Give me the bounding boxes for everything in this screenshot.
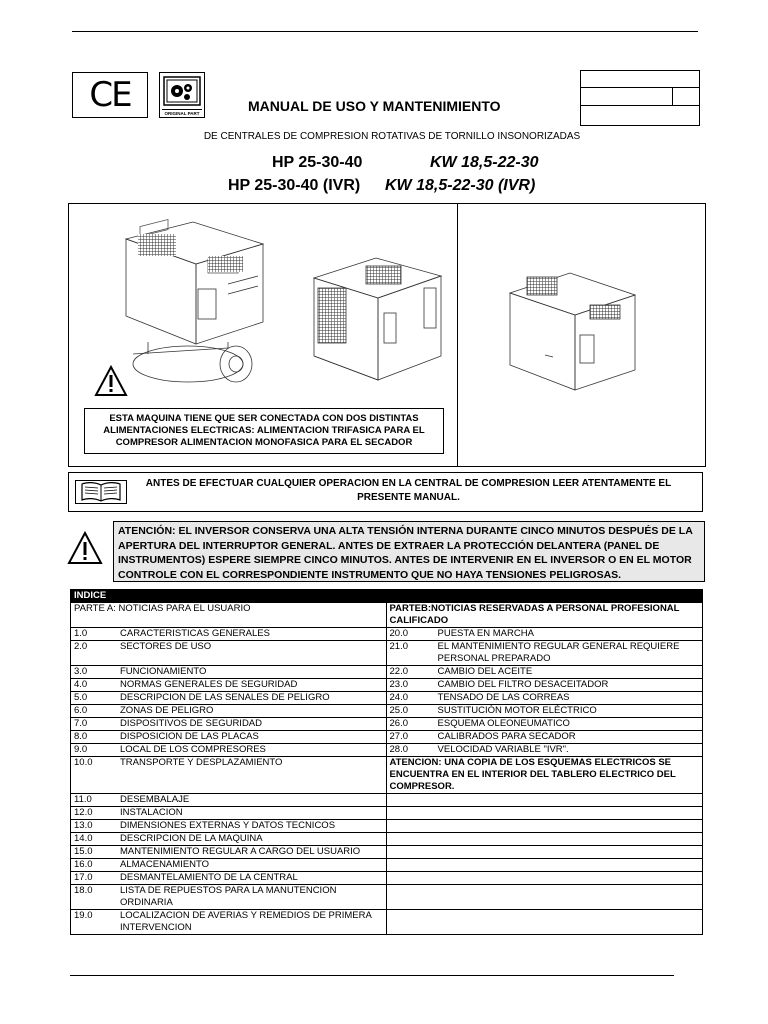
- entry-number: 2.0: [74, 641, 88, 652]
- index-entry-a: [71, 731, 387, 744]
- entry-text: LOCALIZACION DE AVERIAS Y REMEDIOS DE PRIMERA INTERVENCION: [120, 910, 372, 933]
- table-row: [71, 628, 703, 641]
- table-row: [71, 666, 703, 679]
- table-row: [71, 833, 703, 846]
- entry-number: 13.0: [74, 820, 93, 831]
- index-entry-a: [71, 859, 387, 872]
- entry-number: 5.0: [74, 692, 88, 703]
- table-row: [71, 807, 703, 820]
- index-entry-b: [386, 872, 702, 885]
- model-hp: HP 25-30-40: [272, 154, 363, 171]
- entry-number: 9.0: [74, 744, 88, 755]
- entry-number: 7.0: [74, 718, 88, 729]
- compressor-with-dryer-drawing: [306, 248, 446, 386]
- index-entry-b: [386, 807, 702, 820]
- entry-number: 6.0: [74, 705, 88, 716]
- model-hp-ivr: HP 25-30-40 (IVR): [228, 177, 361, 194]
- table-row: [71, 641, 703, 666]
- entry-text: CARACTERISTICAS GENERALES: [120, 628, 270, 639]
- entry-number: 17.0: [74, 872, 93, 883]
- table-row: [71, 679, 703, 692]
- entry-number: 16.0: [74, 859, 93, 870]
- index-entry-a: [71, 744, 387, 757]
- entry-number: 11.0: [74, 794, 92, 805]
- entry-text: ZONAS DE PELIGRO: [120, 705, 214, 716]
- entry-text: CAMBIO DEL FILTRO DESACEITADOR: [437, 679, 609, 690]
- index-entry-a: [71, 872, 387, 885]
- part-b-heading: PARTEB:NOTICIAS RESERVADAS A PERSONAL PROFESIONAL CALIFICADO: [386, 603, 702, 628]
- index-entry-b: [386, 846, 702, 859]
- gears-icon: [160, 75, 204, 109]
- entry-number: 18.0: [74, 885, 93, 896]
- index-entry-a: [71, 679, 387, 692]
- table-row: [71, 757, 703, 794]
- entry-number: 4.0: [74, 679, 88, 690]
- index-entry-b: [386, 833, 702, 846]
- index-part-row: [71, 603, 703, 628]
- index-entry-b: [386, 679, 702, 692]
- table-row: [71, 846, 703, 859]
- entry-text: VELOCIDAD VARIABLE "IVR".: [437, 744, 569, 755]
- entry-text: DESCRIPCION DE LA MAQUINA: [120, 833, 263, 844]
- entry-number: 20.0: [389, 628, 409, 639]
- entry-number: 25.0: [389, 705, 409, 716]
- original-part-logo: [159, 72, 205, 118]
- index-entry-b: [386, 859, 702, 872]
- index-entry-b: [386, 628, 702, 641]
- entry-text: PUESTA EN MARCHA: [437, 628, 534, 639]
- index-entry-b: [386, 718, 702, 731]
- index-entry-a: [71, 885, 387, 910]
- entry-number: 19.0: [74, 910, 93, 921]
- entry-text: LOCAL DE LOS COMPRESORES: [120, 744, 266, 755]
- entry-text: DESCRIPCION DE LAS SENALES DE PELIGRO: [120, 692, 330, 703]
- index-entry-b: [386, 757, 702, 794]
- entry-number: 26.0: [389, 718, 409, 729]
- entry-text: CALIBRADOS PARA SECADOR: [437, 731, 576, 742]
- index-entry-a: [71, 807, 387, 820]
- entry-text: DISPOSICION DE LAS PLACAS: [120, 731, 259, 742]
- table-row: [71, 910, 703, 935]
- table-row: [71, 692, 703, 705]
- table-row: [71, 872, 703, 885]
- table-row: [71, 885, 703, 910]
- index-entry-b: [386, 705, 702, 718]
- electrical-warning-text: ESTA MAQUINA TIENE QUE SER CONECTADA CON DOS DISTINTAS ALIMENTACIONES ELECTRICAS: ALIMENTACION TRIFASICA PARA EL COMPRESOR ALIMENTACION MONOFASICA PARA EL SECADOR: [103, 413, 425, 448]
- entry-text: SECTORES DE USO: [120, 641, 212, 652]
- entry-text: TENSADO DE LAS CORREAS: [437, 692, 570, 703]
- index-entry-b: [386, 885, 702, 910]
- part-a-heading: PARTE A: NOTICIAS PARA EL USUARIO: [71, 603, 387, 628]
- index-entry-a: [71, 833, 387, 846]
- index-entry-a: [71, 628, 387, 641]
- index-entry-a: [71, 846, 387, 859]
- index-entry-b: [386, 692, 702, 705]
- table-row: [71, 859, 703, 872]
- index-entry-a: [71, 820, 387, 833]
- entry-number: 24.0: [389, 692, 409, 703]
- index-heading: INDICE: [71, 590, 703, 603]
- index-entry-b: [386, 910, 702, 935]
- entry-text: FUNCIONAMIENTO: [120, 666, 207, 677]
- entry-number: 28.0: [389, 744, 409, 755]
- index-heading-row: [71, 590, 703, 603]
- index-entry-a: [71, 641, 387, 666]
- entry-text: TRANSPORTE Y DESPLAZAMIENTO: [120, 757, 283, 768]
- entry-number: 8.0: [74, 731, 88, 742]
- index-table: [70, 589, 703, 935]
- index-entry-b: [386, 731, 702, 744]
- reference-box: [580, 70, 700, 126]
- model-kw: KW 18,5-22-30: [430, 154, 539, 171]
- entry-text: CAMBIO DEL ACEITE: [437, 666, 533, 677]
- table-row: [71, 794, 703, 807]
- entry-text: LISTA DE REPUESTOS PARA LA MANUTENCION ORDINARIA: [120, 885, 337, 908]
- entry-text: ALMACENAMIENTO: [120, 859, 210, 870]
- entry-number: 15.0: [74, 846, 93, 857]
- index-entry-a: [71, 794, 387, 807]
- entry-text: DISPOSITIVOS DE SEGURIDAD: [120, 718, 262, 729]
- index-entry-a: [71, 718, 387, 731]
- index-entry-a: [71, 705, 387, 718]
- entry-text: DESEMBALAJE: [120, 794, 190, 805]
- entry-number: 27.0: [389, 731, 409, 742]
- open-book-icon: [80, 481, 122, 503]
- index-entry-a: [71, 910, 387, 935]
- index-entry-b: [386, 744, 702, 757]
- warning-triangle-icon: [94, 365, 128, 397]
- model-kw-ivr: KW 18,5-22-30 (IVR): [385, 177, 536, 194]
- warning-triangle-icon: [67, 531, 103, 565]
- ce-mark: CE: [89, 75, 131, 115]
- index-entry-a: [71, 757, 387, 794]
- entry-text: ATENCION: UNA COPIA DE LOS ESQUEMAS ELECTRICOS SE ENCUENTRA EN EL INTERIOR DEL TABLERO ELECTRICO DEL COMPRESOR.: [389, 757, 676, 792]
- index-entry-a: [71, 692, 387, 705]
- entry-text: NORMAS GENERALES DE SEGURIDAD: [120, 679, 298, 690]
- entry-text: ESQUEMA OLEONEUMATICO: [437, 718, 570, 729]
- reference-divider: [580, 105, 700, 106]
- index-entry-b: [386, 794, 702, 807]
- entry-number: 22.0: [389, 666, 409, 677]
- entry-text: DIMENSIONES EXTERNAS Y DATOS TECNICOS: [120, 820, 336, 831]
- entry-number: 21.0: [389, 641, 409, 652]
- reference-divider-v: [672, 87, 673, 105]
- entry-text: MANTENIMIENTO REGULAR A CARGO DEL USUARIO: [120, 846, 361, 857]
- entry-text: EL MANTENIMIENTO REGULAR GENERAL REQUIERE PERSONAL PREPARADO: [437, 641, 680, 664]
- manual-title: MANUAL DE USO Y MANTENIMIENTO: [248, 98, 501, 114]
- illustration-divider: [457, 203, 458, 467]
- index-entry-a: [71, 666, 387, 679]
- compressor-standalone-drawing: [505, 265, 645, 395]
- entry-number: 10.0: [74, 757, 93, 768]
- table-row: [71, 718, 703, 731]
- index-entry-b: [386, 820, 702, 833]
- table-row: [71, 731, 703, 744]
- attention-text: ATENCIÓN: EL INVERSOR CONSERVA UNA ALTA TENSIÓN INTERNA DURANTE CINCO MINUTOS DESPUÉS DE LA APERTURA DEL INTERRUPTOR GENERAL. ANTES DE EXTRAER LA PROTECCIÓN DELANTERA (PANEL DE INSTRUMENTOS) ESPERE SIEMPRE CINCO MINUTOS. ANTES DE INTERVENIR EN EL INVERSOR O EN EL MOTOR CONTROLE CON EL CORRESPONDIENTE INSTRUMENTO QUE NO HAYA TENSIONES PELIGROSAS.: [118, 525, 693, 581]
- table-row: [71, 705, 703, 718]
- entry-number: 1.0: [74, 628, 88, 639]
- read-manual-text: ANTES DE EFECTUAR CUALQUIER OPERACION EN LA CENTRAL DE COMPRESION LEER ATENTAMENTE EL PRESENTE MANUAL.: [145, 478, 672, 503]
- compressor-with-tank-drawing: [118, 214, 268, 389]
- table-row: [71, 820, 703, 833]
- entry-number: 3.0: [74, 666, 88, 677]
- manual-subtitle: DE CENTRALES DE COMPRESION ROTATIVAS DE TORNILLO INSONORIZADAS: [203, 131, 581, 142]
- entry-number: 14.0: [74, 833, 93, 844]
- entry-text: DESMANTELAMIENTO DE LA CENTRAL: [120, 872, 298, 883]
- table-row: [71, 744, 703, 757]
- index-entry-b: [386, 641, 702, 666]
- entry-number: 23.0: [389, 679, 409, 690]
- reference-divider: [580, 87, 700, 88]
- entry-text: INSTALACION: [120, 807, 183, 818]
- top-rule: [72, 31, 698, 32]
- index-entry-b: [386, 666, 702, 679]
- entry-number: 12.0: [74, 807, 93, 818]
- original-part-label: ORIGINAL PART: [162, 109, 202, 116]
- bottom-rule: [70, 975, 674, 976]
- entry-text: SUSTITUCIÓN MOTOR ELÉCTRICO: [437, 705, 597, 716]
